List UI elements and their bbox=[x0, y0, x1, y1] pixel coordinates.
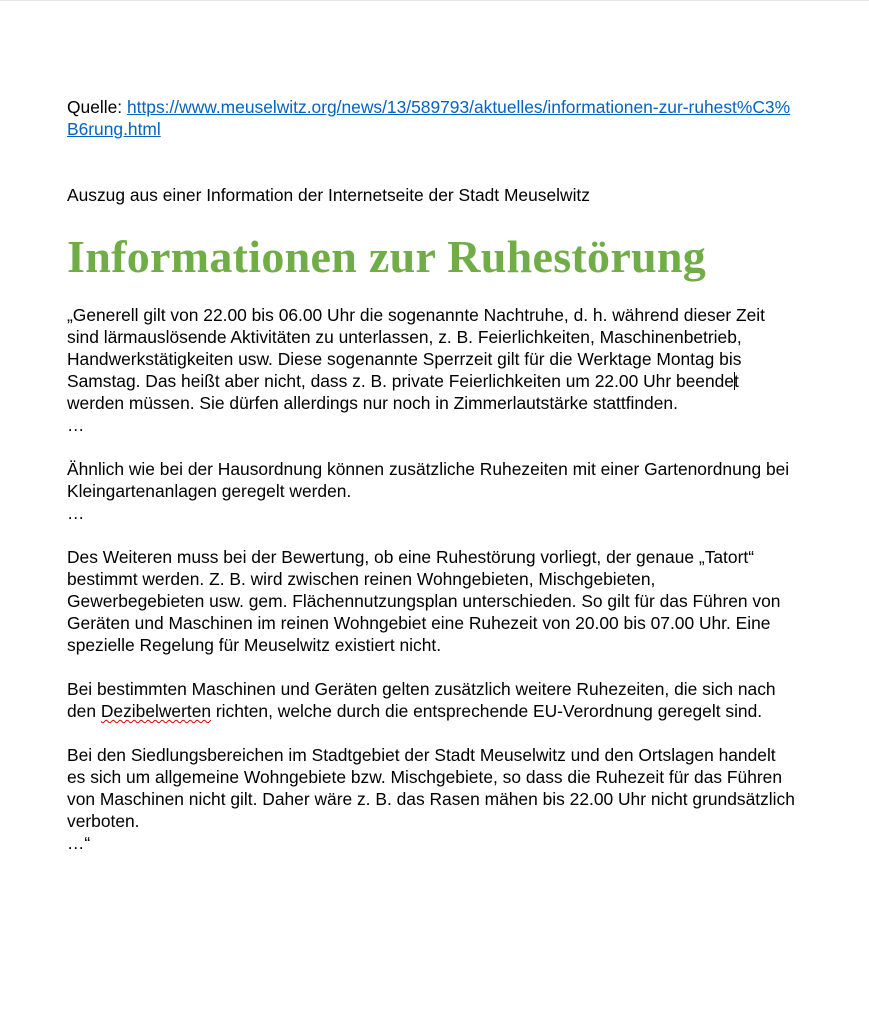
spellcheck-word[interactable]: Dezibelwerten bbox=[100, 701, 212, 721]
paragraph-siedlungsbereiche: Bei den Siedlungsbereichen im Stadtgebiet der Stadt Meuselwitz und den Ortslagen handelt es sich um allgemeine Wohngebiete bzw. Mischgebiete, so dass die Ruhezeit für das Führen von Maschinen nicht gilt. Daher wäre z. B. das Rasen mähen bis 22.00 Uhr nicht grundsätzlich verboten. bbox=[67, 745, 795, 831]
paragraph-dezibel bbox=[67, 678, 797, 722]
source-line bbox=[67, 96, 797, 140]
intro-text: Auszug aus einer Information der Internetseite der Stadt Meuselwitz bbox=[67, 185, 590, 205]
ellipsis: … bbox=[67, 503, 85, 523]
quote-body bbox=[67, 304, 797, 854]
ellipsis-end: …“ bbox=[67, 833, 91, 853]
paragraph-nachtruhe-part-2: t werden müssen. Sie dürfen allerdings nur noch in Zimmerlautstärke stattfinden. bbox=[67, 371, 739, 413]
page-top-edge bbox=[0, 0, 869, 1]
ellipsis: … bbox=[67, 415, 85, 435]
paragraph-nachtruhe-part-1: „Generell gilt von 22.00 bis 06.00 Uhr die sogenannte Nachtruhe, d. h. während dieser Zeit sind lärmauslösende Aktivitäten zu unterlassen, z. B. Feierlichkeiten, Maschinenbetrieb, Handwerkstätigkeiten usw. Diese sogenannte Sperrzeit gilt für die Werktage Montag bis Samstag. Das heißt aber nicht, dass z. B. private Feierlichkeiten um 22.00 Uhr beende bbox=[67, 305, 765, 391]
paragraph-nachtruhe bbox=[67, 304, 797, 414]
paragraph-tatort: Des Weiteren muss bei der Bewertung, ob eine Ruhestörung vorliegt, der genaue „Tatort“ bestimmt werden. Z. B. wird zwischen reinen Wohngebieten, Mischgebieten, Gewerbegebieten usw. gem. Flächennutzungsplan unterschieden. So gilt für das Führen von Geräten und Maschinen im reinen Wohngebiet eine Ruhezeit von 20.00 bis 07.00 Uhr. Eine spezielle Regelung für Meuselwitz existiert nicht. bbox=[67, 547, 781, 655]
paragraph-gartenordnung: Ähnlich wie bei der Hausordnung können zusätzliche Ruhezeiten mit einer Gartenordnung bei Kleingartenanlagen geregelt werden. bbox=[67, 459, 790, 501]
paragraph-dezibel-part-2: richten, welche durch die entsprechende EU-Verordnung geregelt sind. bbox=[211, 701, 763, 721]
document-body[interactable] bbox=[67, 96, 797, 876]
source-link[interactable]: https://www.meuselwitz.org/news/13/589793/aktuelles/informationen-zur-ruhest%C3%B6rung.html bbox=[67, 97, 791, 139]
paragraph-dezibel-part-1: Bei bestimmten Maschinen und Geräten gelten zusätzlich weitere Ruhezeiten, die sich nach den bbox=[67, 679, 776, 721]
page-title: Informationen zur Ruhestörung bbox=[67, 231, 707, 282]
source-label: Quelle: bbox=[67, 97, 127, 117]
